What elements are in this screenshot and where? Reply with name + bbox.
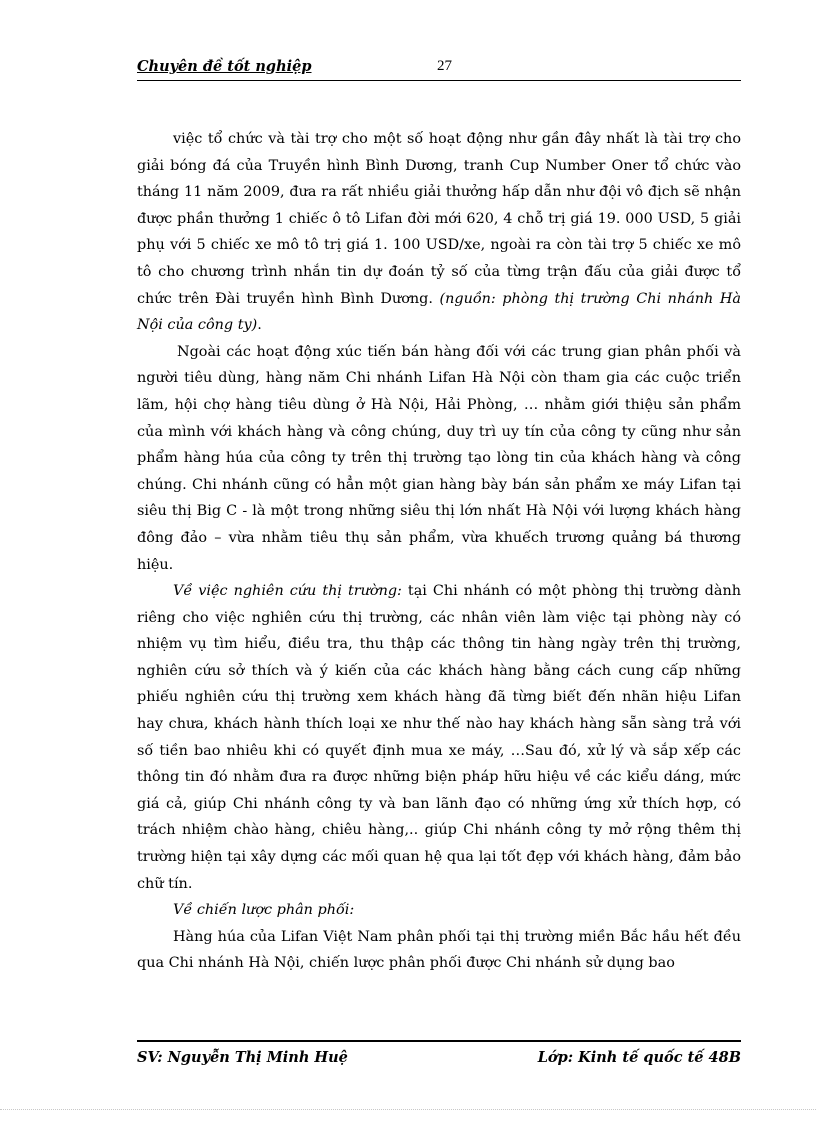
header-title: Chuyên đề tốt nghiệp [137,58,312,75]
page-number: 27 [437,58,452,74]
paragraph-1-text: việc tổ chức và tài trợ cho một số hoạt động như gần đây nhất là tài trợ cho giải bóng đá của Truyền hình Bình Dương, tranh Cup Number Oner tổ chức vào tháng 11 năm 2009, đưa ra rất nhiều giải thưởng hấp dẫn như đội vô địch sẽ nhận được phần thưởng 1 chiếc ô tô Lifan đời mới 620, 4 chỗ trị giá 19. 000 USD, 5 giải phụ với 5 chiếc xe mô tô trị giá 1. 100 USD/xe, ngoài ra còn tài trợ 5 chiếc xe mô tô cho chương trình nhắn tin dự đoán tỷ số của từng trận đấu của giải được tổ chức trên Đài truyền hình Bình Dương. [137,131,741,307]
footer-student: SV: Nguyễn Thị Minh Huệ [137,1049,348,1066]
page-footer [137,1040,741,1074]
distribution-heading-text: Về chiến lược phân phối: [173,902,355,919]
source-note: (nguồn: phòng thị trường Chi nhánh Hà Nội của công ty) [137,290,741,334]
paragraph-3-text: tại Chi nhánh có một phòng thị trường dành riêng cho việc nghiên cứu thị trường, các nhân viên làm việc tại phòng này có nhiệm vụ tìm hiểu, điều tra, thu thập các thông tin hàng ngày trên thị trường, nghiên cứu sở thích và ý kiến của các khách hàng bằng cách cung cấp những phiếu nghiên cứu thị trường xem khách hàng đã từng biết đến nhãn hiệu Lifan hay chưa, khách hành thích loại xe như thế nào hay khách hàng sẵn sàng trả với số tiền bao nhiêu khi có quyết định mua xe máy, …Sau đó, xử lý và sắp xếp các thông tin đó nhằm đưa ra được những biện pháp hữu hiệu về các kiểu dáng, mức giá cả, giúp Chi nhánh công ty và ban lãnh đạo có những ứng xử thích hợp, có trách nhiệm chào hàng, chiêu hàng,.. giúp Chi nhánh công ty mở rộng thêm thị trường hiện tại xây dựng các mối quan hệ qua lại tốt đẹp với khách hàng, đảm bảo chữ tín. [137,583,742,892]
section-heading-distribution [137,897,741,924]
body-text [137,126,741,977]
paragraph-1-end: . [257,317,262,334]
section-lead-market-research: Về việc nghiên cứu thị trường: [173,583,402,600]
footer-class: Lớp: Kinh tế quốc tế 48B [537,1049,741,1066]
paragraph-2: Ngoài các hoạt động xúc tiến bán hàng đối với các trung gian phân phối và người tiêu dùng, hàng năm Chi nhánh Lifan Hà Nội còn tham gia các cuộc triển lãm, hội chợ hàng tiêu dùng ở Hà Nội, Hải Phòng, … nhằm giới thiệu sản phẩm của mình với khách hàng và công chúng, duy trì uy tín của công ty cũng như sản phẩm hàng húa của công ty trên thị trường tạo lòng tin của khách hàng và công chúng. Chi nhánh cũng có hẳn một gian hàng bày bán sản phẩm xe máy Lifan tại siêu thị Big C - là một trong những siêu thị lớn nhất Hà Nội với lượng khách hàng đông đảo – vừa nhằm tiêu thụ sản phẩm, vừa khuếch trương quảng bá thương hiệu. [137,343,741,573]
paragraph-1 [137,126,741,339]
page-divider [0,1109,816,1110]
paragraph-3 [137,578,741,897]
page-header [137,58,741,81]
paragraph-5: Hàng húa của Lifan Việt Nam phân phối tại thị trường miền Bắc hầu hết đều qua Chi nhánh Hà Nội, chiến lược phân phối được Chi nhánh sử dụng bao [137,928,741,972]
